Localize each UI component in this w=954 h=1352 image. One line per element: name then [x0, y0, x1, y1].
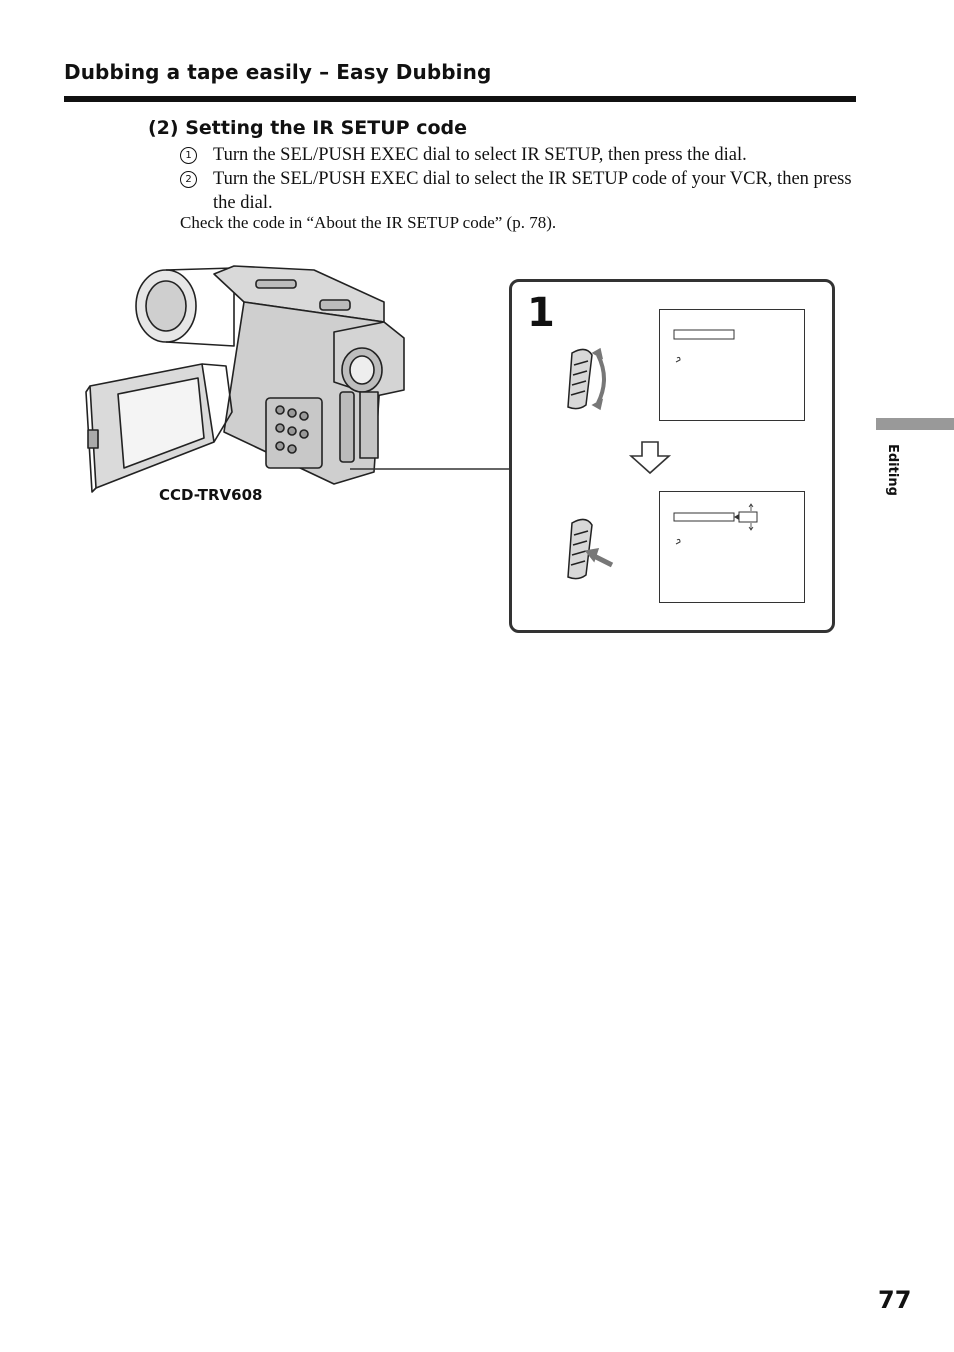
side-tab-bar [876, 418, 954, 430]
step-text: Turn the SEL/PUSH EXEC dial to select IR SETUP, then press the dial. [213, 145, 747, 165]
page-number: 77 [878, 1286, 912, 1314]
side-tab-label: Editing [885, 444, 900, 496]
subsection-title: (2) Setting the IR SETUP code [148, 117, 468, 139]
title-rule [64, 96, 856, 102]
down-arrow-icon [628, 440, 672, 476]
section-title: Dubbing a tape easily – Easy Dubbing [64, 60, 492, 84]
menu-highlight-bar [660, 310, 806, 422]
dial-turn-icon [560, 345, 614, 415]
camcorder-illustration [84, 262, 514, 494]
menu-screen-1 [659, 309, 805, 421]
code-selection-bar [660, 492, 806, 604]
step-number: 2 [180, 171, 197, 188]
callout-line [350, 466, 512, 474]
model-label: CCD-TRV608 [159, 486, 263, 504]
dial-press-icon [560, 515, 616, 585]
panel-step-number: 1 [527, 290, 555, 336]
note-text: Check the code in “About the IR SETUP code” (p. 78). [180, 213, 557, 232]
menu-screen-2 [659, 491, 805, 603]
step-number: 1 [180, 147, 197, 164]
step-text: Turn the SEL/PUSH EXEC dial to select the IR SETUP code of your VCR, then press the dial. [213, 169, 852, 213]
